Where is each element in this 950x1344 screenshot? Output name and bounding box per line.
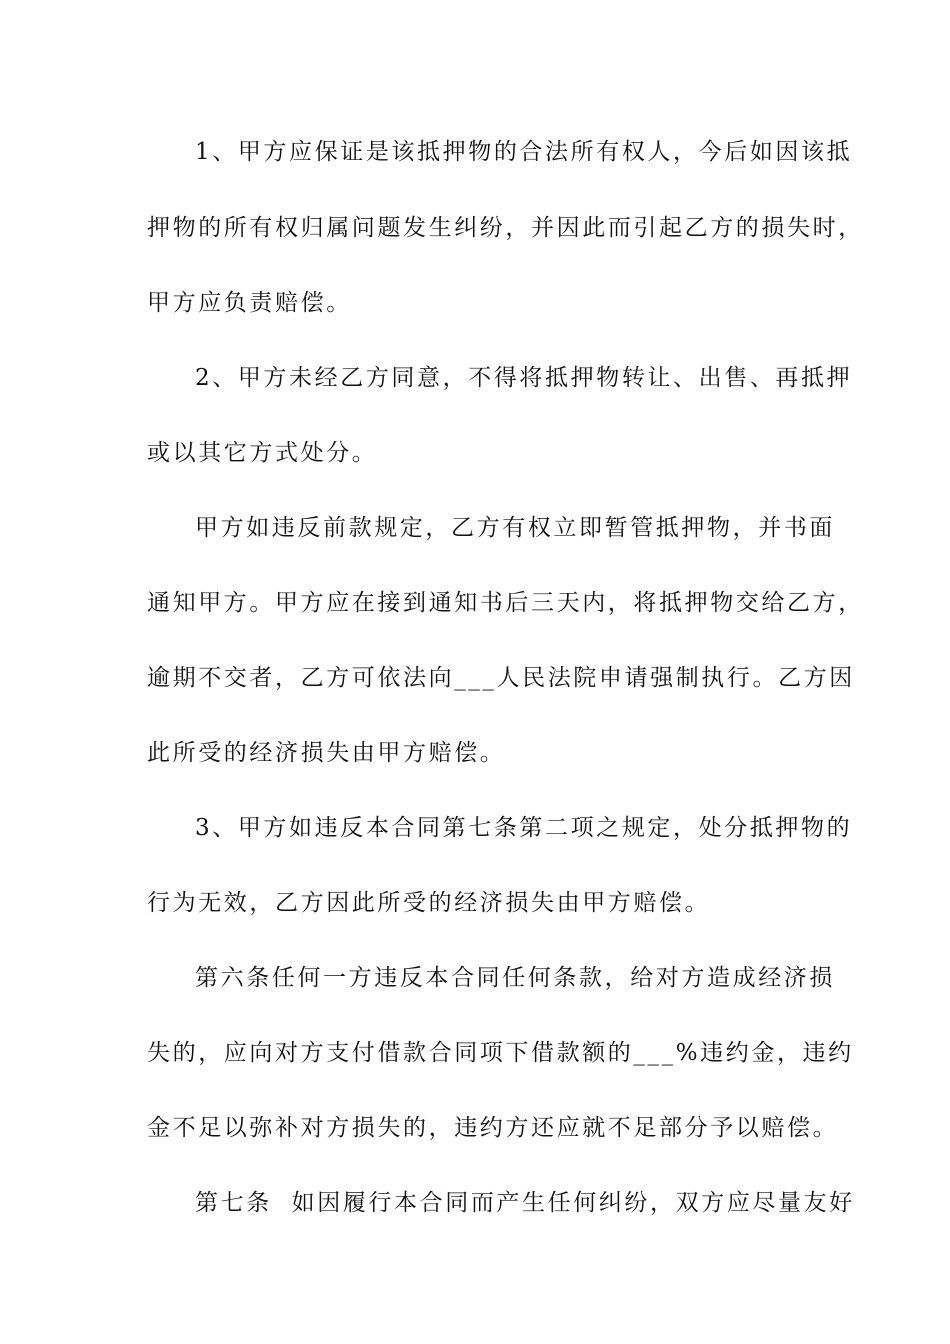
paragraph-4-line-1: 3、甲方如违反本合同第七条第二项之规定，处分抵押物的 [195,815,853,841]
paragraph-6-line-1: 第七条 如因履行本合同而产生任何纠纷，双方应尽量友好 [195,1190,855,1216]
paragraph-1-line-3: 甲方应负责赔偿。 [147,290,352,316]
paragraph-5-line-2: 失的，应向对方支付借款合同项下借款额的___%违约金，违约 [147,1040,854,1066]
paragraph-2-line-1: 2、甲方未经乙方同意，不得将抵押物转让、出售、再抵押 [195,365,853,391]
paragraph-5-line-1: 第六条任何一方违反本合同任何条款，给对方造成经济损 [195,965,835,991]
paragraph-3-line-4: 此所受的经济损失由甲方赔偿。 [147,740,506,766]
paragraph-1-line-1: 1、甲方应保证是该抵押物的合法所有权人，今后如因该抵 [195,139,853,165]
paragraph-1-line-2: 押物的所有权归属问题发生纠纷，并因此而引起乙方的损失时， [147,215,864,241]
paragraph-4-line-2: 行为无效，乙方因此所受的经济损失由甲方赔偿。 [147,890,711,916]
paragraph-3-line-3: 逾期不交者，乙方可依法向___人民法院申请强制执行。乙方因 [147,665,855,691]
paragraph-2-line-2: 或以其它方式处分。 [147,440,378,466]
paragraph-5-line-3: 金不足以弥补对方损失的，违约方还应就不足部分予以赔偿。 [147,1115,839,1141]
paragraph-3-line-1: 甲方如违反前款规定，乙方有权立即暂管抵押物，并书面 [195,515,835,541]
paragraph-3-line-2: 通知甲方。甲方应在接到通知书后三天内，将抵押物交给乙方， [147,590,864,616]
